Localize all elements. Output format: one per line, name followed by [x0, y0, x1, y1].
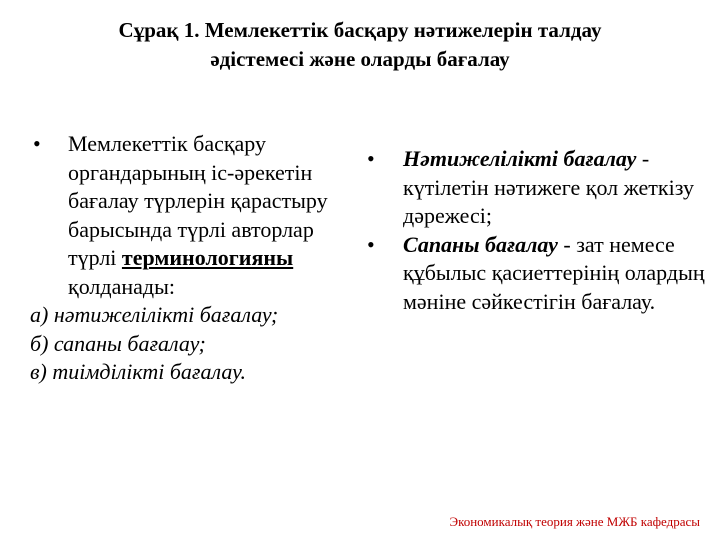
bullet-dot: •: [367, 146, 375, 171]
separator: -: [636, 146, 650, 171]
list-item-b: б) сапаны бағалау;: [30, 330, 206, 356]
left-bullet-text-end: қолданады:: [68, 273, 175, 299]
title-line-2: әдістемесі және оларды бағалау: [210, 47, 510, 71]
left-column: [30, 130, 360, 387]
bullet-dot: •: [33, 131, 41, 156]
term-quality: Сапаны бағалау: [403, 231, 558, 257]
footer-department: Экономикалық теория және МЖБ кафедрасы: [449, 514, 700, 529]
left-bullet: [30, 130, 360, 301]
underlined-term: терминологияны: [121, 245, 294, 270]
right-column: [365, 145, 710, 316]
title-line-1: Сұрақ 1. Мемлекеттік басқару нәтижелерін талдау: [118, 18, 602, 42]
right-bullet-2: [365, 231, 710, 317]
term-effectiveness: Нәтижелілікті бағалау: [403, 146, 637, 171]
right-bullet-1: [365, 145, 710, 231]
list-item-a: а) нәтижелілікті бағалау;: [30, 302, 279, 327]
left-bullet-text: Мемлекеттік басқару органдарының іс-әрекетін бағалау түрлерін қарастыру барысында түрлі авторлар түрлі: [68, 131, 328, 270]
bullet-dot: •: [367, 231, 375, 257]
list-item-c: в) тиімділікті бағалау.: [30, 359, 246, 384]
slide-title: [60, 16, 660, 74]
definition-quality: зат немесе құбылыс қасиеттерінің олардың мәніне сәйкестігін бағалау.: [403, 231, 705, 314]
definition-effectiveness: күтілетін нәтижеге қол жеткізу дәрежесі;: [403, 174, 694, 228]
separator: -: [557, 231, 577, 257]
